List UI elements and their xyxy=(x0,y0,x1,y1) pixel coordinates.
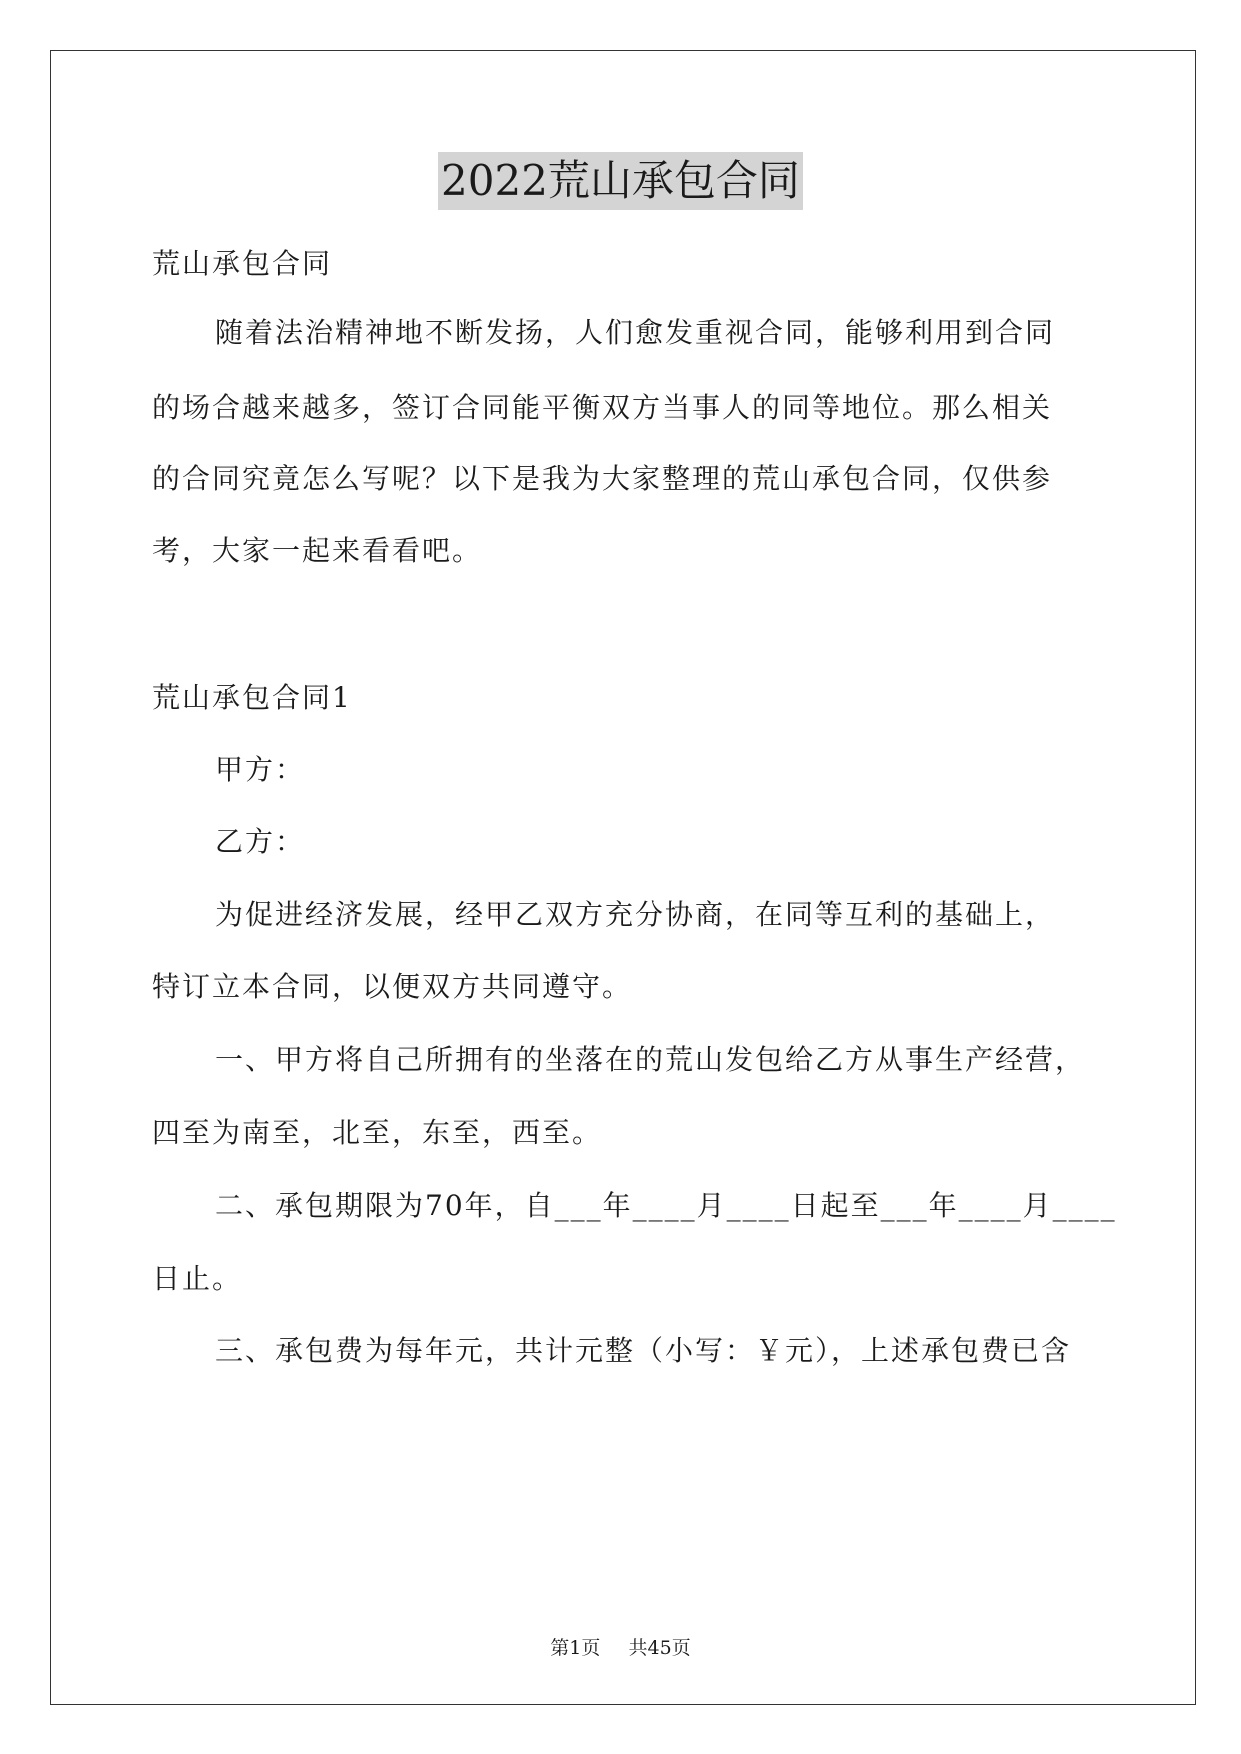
clause-line: 日止。 xyxy=(152,1262,243,1295)
party-a-line: 甲方： xyxy=(215,753,306,786)
clause-line: 四至为南至，北至，东至，西至。 xyxy=(152,1116,603,1149)
paragraph-line: 考，大家一起来看看吧。 xyxy=(152,534,483,567)
contract-heading: 荒山承包合同1 xyxy=(152,681,352,714)
document-title: 2022荒山承包合同 xyxy=(438,152,803,210)
section-heading: 荒山承包合同 xyxy=(152,247,333,280)
page-border xyxy=(50,50,1196,1705)
page-number: 第1页 xyxy=(550,1637,601,1659)
paragraph-line: 为促进经济发展，经甲乙双方充分协商，在同等互利的基础上， xyxy=(215,898,1056,931)
party-b-line: 乙方： xyxy=(215,825,306,858)
clause-line: 二、承包期限为70年，自___年____月____日起至___年____月____ xyxy=(215,1189,1117,1222)
clause-line: 一、甲方将自己所拥有的坐落在的荒山发包给乙方从事生产经营， xyxy=(215,1043,1086,1076)
paragraph-line: 特订立本合同，以便双方共同遵守。 xyxy=(152,970,633,1003)
page-footer xyxy=(0,1636,1241,1660)
paragraph-line: 的合同究竟怎么写呢？以下是我为大家整理的荒山承包合同，仅供参 xyxy=(152,462,1053,495)
clause-line: 三、承包费为每年元，共计元整（小写：￥元），上述承包费已含 xyxy=(215,1334,1072,1367)
title-wrap xyxy=(0,152,1241,210)
paragraph-line: 的场合越来越多，签订合同能平衡双方当事人的同等地位。那么相关 xyxy=(152,391,1053,424)
paragraph-line: 随着法治精神地不断发扬，人们愈发重视合同，能够利用到合同 xyxy=(215,316,1056,349)
page-total: 共45页 xyxy=(628,1637,691,1659)
